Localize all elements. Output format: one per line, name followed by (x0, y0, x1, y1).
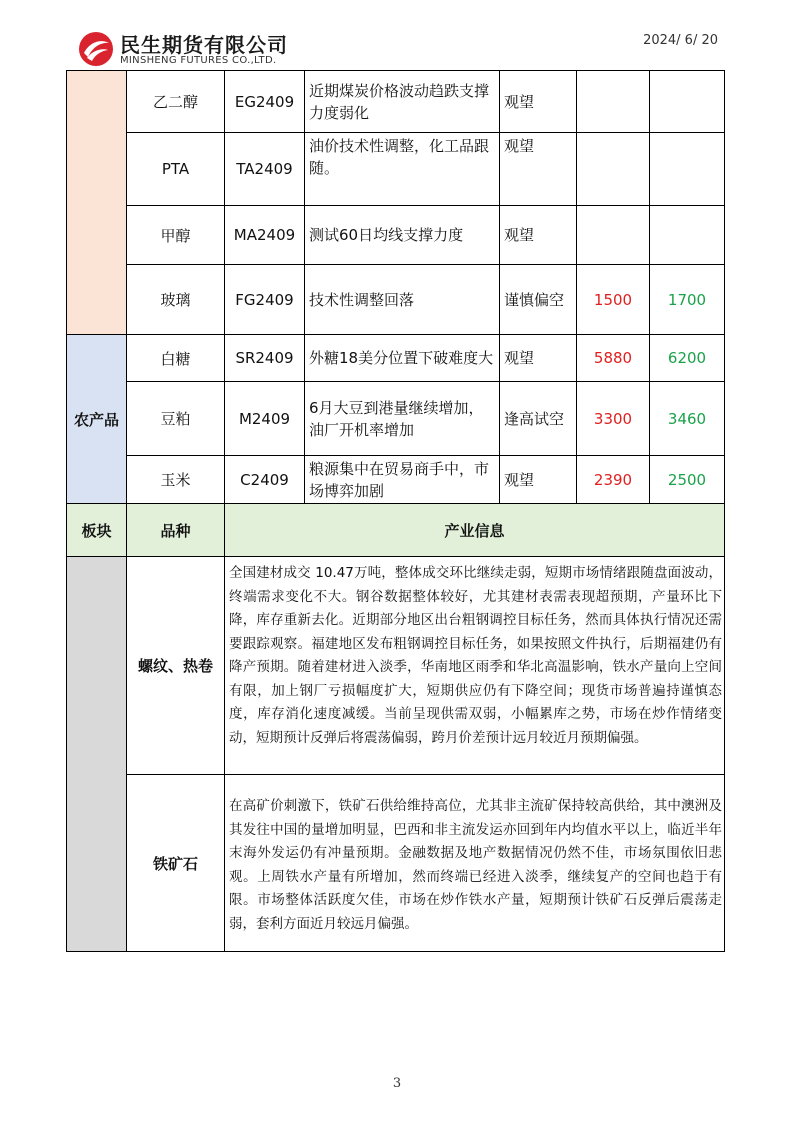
view-text: 观望 (500, 456, 577, 504)
table-row (67, 456, 725, 504)
table-header-row (67, 504, 725, 557)
logic-text: 6月大豆到港量继续增加，油厂开机率增加 (305, 382, 500, 456)
table-row (67, 775, 725, 952)
view-text: 观望 (500, 206, 577, 265)
resistance-price (650, 133, 725, 206)
header-info: 产业信息 (225, 504, 725, 557)
product-name: 玉米 (127, 456, 225, 504)
logo-mark-icon (78, 31, 114, 67)
contract-code: EG2409 (225, 71, 305, 133)
contract-code: SR2409 (225, 335, 305, 382)
sector-cell-black (67, 557, 127, 952)
table-row (67, 557, 725, 775)
support-price: 3300 (577, 382, 650, 456)
info-text: 在高矿价刺激下，铁矿石供给维持高位，尤其非主流矿保持较高供给，其中澳洲及其发往中国的量增加明显，巴西和非主流发运亦回到年内均值水平以上，临近半年末海外发运仍有冲量预期。金融数据及地产数据情况仍然不佳，市场氛围依旧悲观。上周铁水产量有所增加，然而终端已经进入淡季，继续复产的空间也趋于有限。市场整体活跃度欠佳，市场在炒作铁水产量，短期预计铁矿石反弹后震荡走弱，套利方面近月较远月偏强。 (225, 775, 725, 952)
contract-code: FG2409 (225, 265, 305, 335)
strategy-table (66, 70, 725, 504)
table-row (67, 206, 725, 265)
support-price (577, 71, 650, 133)
resistance-price: 3460 (650, 382, 725, 456)
table-row (67, 335, 725, 382)
resistance-price: 1700 (650, 265, 725, 335)
logic-text: 近期煤炭价格波动趋跌支撑力度弱化 (305, 71, 500, 133)
contract-code: MA2409 (225, 206, 305, 265)
logic-text: 油价技术性调整，化工品跟随。 (305, 133, 500, 206)
table-row (67, 71, 725, 133)
contract-code: C2409 (225, 456, 305, 504)
resistance-price (650, 71, 725, 133)
product-name: 白糖 (127, 335, 225, 382)
support-price: 1500 (577, 265, 650, 335)
page-number: 3 (392, 1076, 402, 1091)
sector-cell-agri: 农产品 (67, 335, 127, 504)
product-name: 乙二醇 (127, 71, 225, 133)
view-text: 观望 (500, 71, 577, 133)
view-text: 谨慎偏空 (500, 265, 577, 335)
view-text: 观望 (500, 335, 577, 382)
company-logo (78, 27, 318, 69)
support-price: 5880 (577, 335, 650, 382)
product-name: 甲醇 (127, 206, 225, 265)
contract-code: TA2409 (225, 133, 305, 206)
logic-text: 技术性调整回落 (305, 265, 500, 335)
company-name-cn: 民生期货有限公司 (120, 33, 288, 57)
support-price: 2390 (577, 456, 650, 504)
logic-text: 外糖18美分位置下破难度大 (305, 335, 500, 382)
product-name: PTA (127, 133, 225, 206)
contract-code: M2409 (225, 382, 305, 456)
resistance-price: 2500 (650, 456, 725, 504)
info-text: 全国建材成交 10.47万吨，整体成交环比继续走弱，短期市场情绪跟随盘面波动，终端需求变化不大。钢谷数据整体较好，尤其建材表需表现超预期，产量环比下降，库存重新去化。近期部分地区出台粗钢调控目标任务，然而具体执行情况还需要跟踪观察。福建地区发布粗钢调控目标任务，如果按照文件执行，后期福建仍有降产预期。随着建材进入淡季，华南地区雨季和华北高温影响，铁水产量向上空间有限，加上钢厂亏损幅度扩大，短期供应仍有下降空间；现货市场普遍持谨慎态度，库存消化速度减缓。当前呈现供需双弱，小幅累库之势，市场在炒作情绪变动，短期预计反弹后将震荡偏弱，跨月价差预计远月较近月预期偏强。 (225, 557, 725, 775)
support-price (577, 206, 650, 265)
product-name: 玻璃 (127, 265, 225, 335)
table-row (67, 265, 725, 335)
sector-cell-chem (67, 71, 127, 335)
resistance-price (650, 206, 725, 265)
table-row (67, 133, 725, 206)
header-variety: 品种 (127, 504, 225, 557)
logic-text: 粮源集中在贸易商手中，市场博弈加剧 (305, 456, 500, 504)
view-text: 逢高试空 (500, 382, 577, 456)
product-name: 豆粕 (127, 382, 225, 456)
logic-text: 测试60日均线支撑力度 (305, 206, 500, 265)
header-sector: 板块 (67, 504, 127, 557)
variety-name: 螺纹、热卷 (127, 557, 225, 775)
report-date: 2024/ 6/ 20 (643, 33, 718, 48)
view-text: 观望 (500, 133, 577, 206)
industry-info-table (66, 503, 725, 952)
variety-name: 铁矿石 (127, 775, 225, 952)
resistance-price: 6200 (650, 335, 725, 382)
company-name-en: MINSHENG FUTURES CO.,LTD. (120, 55, 277, 66)
table-row (67, 382, 725, 456)
support-price (577, 133, 650, 206)
